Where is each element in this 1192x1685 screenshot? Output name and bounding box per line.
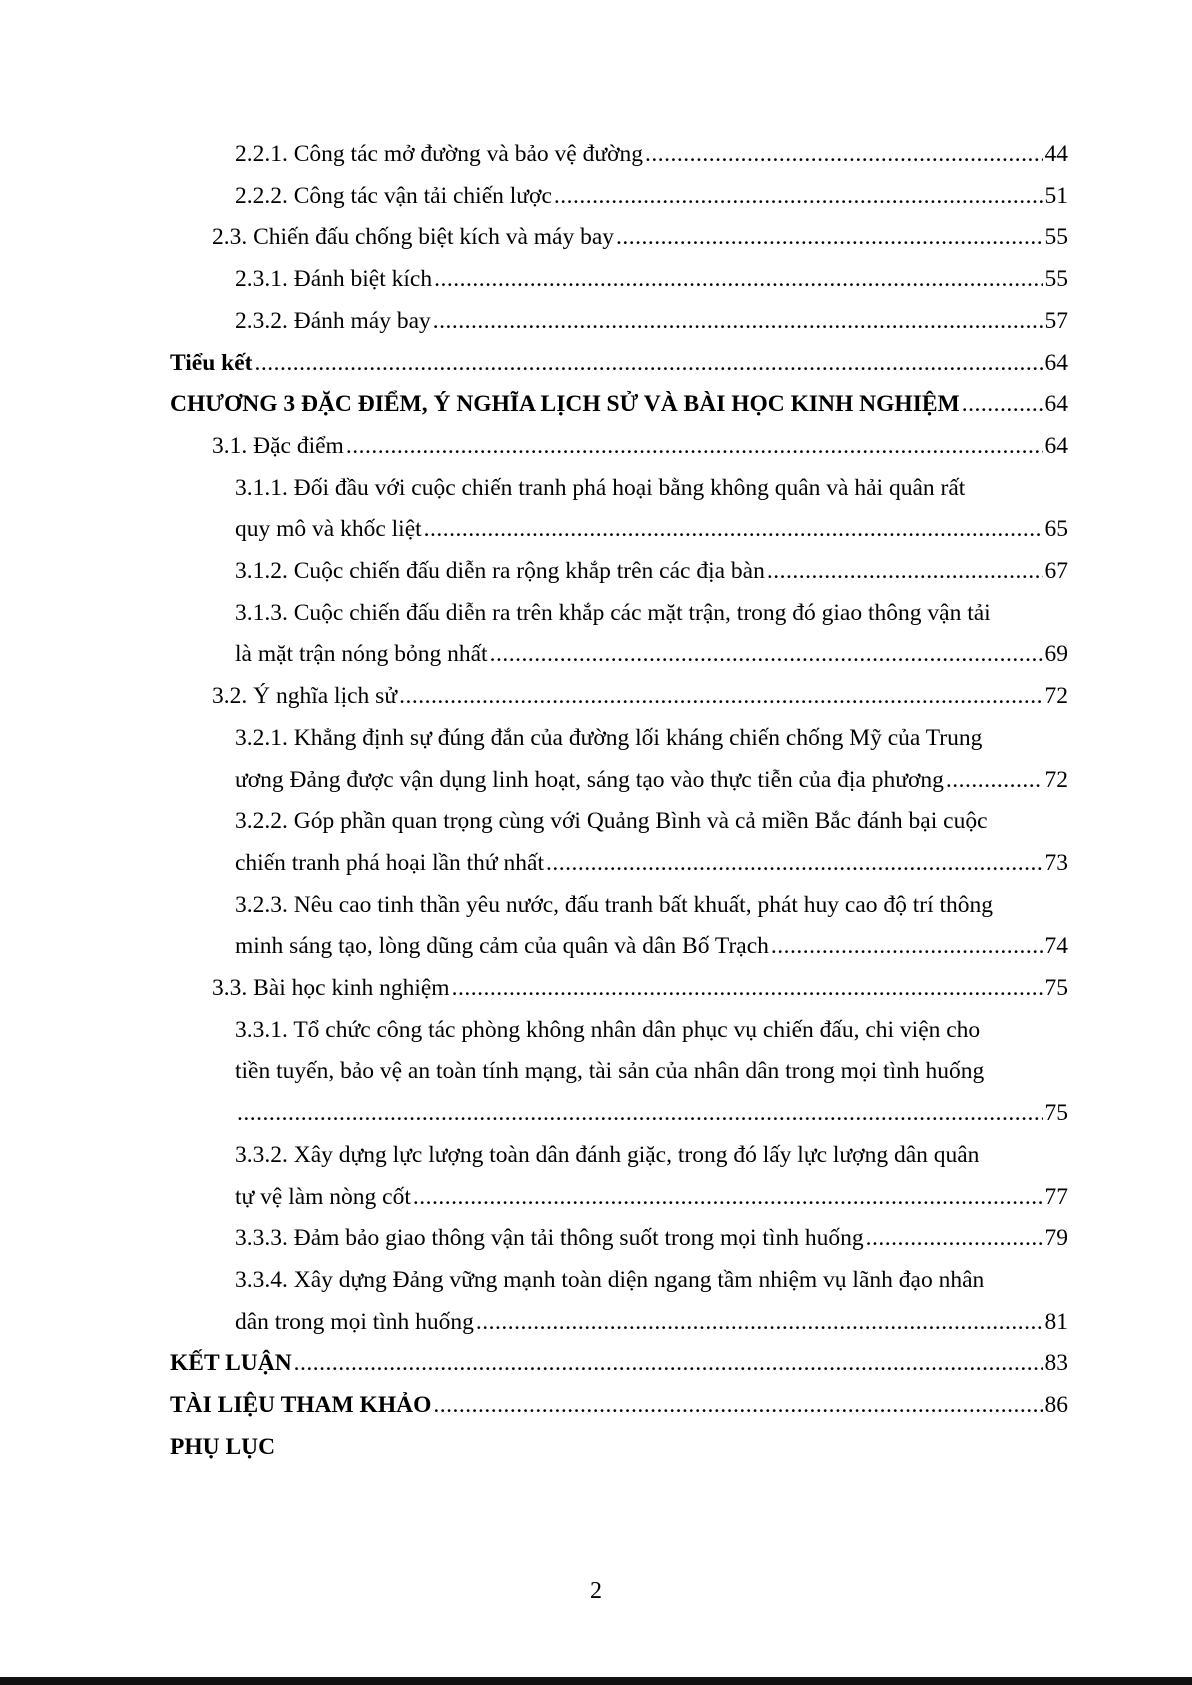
toc-entry[interactable] <box>170 1343 1068 1385</box>
toc-dot-leader <box>476 1302 1043 1344</box>
toc-dot-leader <box>616 217 1042 259</box>
toc-entry[interactable] <box>170 801 1068 884</box>
toc-entry[interactable] <box>170 1135 1068 1218</box>
toc-dot-leader <box>771 926 1043 968</box>
toc-entry-page-number: 74 <box>1044 933 1068 960</box>
toc-entry-line <box>170 384 1068 426</box>
toc-entry-page-number: 64 <box>1044 391 1068 418</box>
toc-entry-title: là mặt trận nóng bỏng nhất <box>235 641 488 668</box>
toc-entry-title: TÀI LIỆU THAM KHẢO <box>170 1392 432 1419</box>
toc-entry-title-line: 3.3.1. Tổ chức công tác phòng không nhân dân phục vụ chiến đấu, chi viện cho <box>235 1016 981 1043</box>
toc-entry[interactable] <box>170 468 1068 551</box>
toc-dot-leader <box>645 134 1042 176</box>
toc-dot-leader <box>554 176 1043 218</box>
toc-entry-page-number: 72 <box>1044 683 1068 710</box>
toc-entry-title: 3.3.3. Đảm bảo giao thông vận tải thông suốt trong mọi tình huống <box>235 1225 864 1252</box>
toc-entry-title-line: 3.3.4. Xây dựng Đảng vững mạnh toàn diện ngang tầm nhiệm vụ lãnh đạo nhân <box>235 1266 985 1293</box>
toc-entry-title: 2.3.1. Đánh biệt kích <box>235 266 433 293</box>
toc-entry-line <box>235 1177 1068 1219</box>
toc-entry-title: quy mô và khốc liệt <box>235 516 422 543</box>
toc-entry-title-line: 3.1.1. Đối đầu với cuộc chiến tranh phá hoại bằng không quân và hải quân rất <box>235 474 966 501</box>
page-number: 2 <box>590 1578 602 1604</box>
toc-entry[interactable] <box>170 718 1068 801</box>
toc-entry[interactable] <box>170 176 1068 218</box>
toc-entry-title: chiến tranh phá hoại lần thứ nhất <box>235 849 544 876</box>
toc-entry-title: ương Đảng được vận dụng linh hoạt, sáng tạo vào thực tiễn của địa phương <box>235 766 944 793</box>
toc-entry-page-number: 55 <box>1044 266 1068 293</box>
toc-entry-line <box>235 760 1068 802</box>
toc-dot-leader <box>490 634 1043 676</box>
toc-entry[interactable] <box>170 1427 1068 1469</box>
toc-entry[interactable] <box>170 885 1068 968</box>
toc-entry-line <box>235 634 1068 676</box>
toc-entry-title: 3.1. Đặc điểm <box>212 432 344 459</box>
toc-entry[interactable] <box>170 1010 1068 1135</box>
toc-entry[interactable] <box>170 1260 1068 1343</box>
toc-entry-line <box>235 1218 1068 1260</box>
toc-dot-leader <box>424 509 1043 551</box>
toc-entry-line <box>235 551 1068 593</box>
toc-dot-leader <box>413 1177 1043 1219</box>
toc-dot-leader <box>546 843 1043 885</box>
toc-entry[interactable] <box>170 593 1068 676</box>
toc-entry-title-line: 3.2.1. Khẳng định sự đúng đắn của đường lối kháng chiến chống Mỹ của Trung <box>235 724 983 751</box>
toc-entry-page-number: 86 <box>1044 1392 1068 1419</box>
toc-entry-line <box>212 968 1068 1010</box>
toc-entry-line <box>235 1302 1068 1344</box>
toc-entry-title-line: 3.1.3. Cuộc chiến đấu diễn ra trên khắp các mặt trận, trong đó giao thông vận tải <box>235 599 991 626</box>
toc-entry-title-line: 3.3.2. Xây dựng lực lượng toàn dân đánh giặc, trong đó lấy lực lượng dân quân <box>235 1141 980 1168</box>
toc-entry-page-number: 83 <box>1044 1350 1068 1377</box>
toc-entry-page-number: 69 <box>1044 641 1068 668</box>
toc-dot-leader <box>866 1218 1043 1260</box>
toc-entry-line <box>170 343 1068 385</box>
toc-entry-line <box>212 426 1068 468</box>
toc-entry-title: dân trong mọi tình huống <box>235 1308 474 1335</box>
bottom-border <box>0 1677 1192 1685</box>
toc-entry-page-number: 64 <box>1044 432 1068 459</box>
toc-entry-title: minh sáng tạo, lòng dũng cảm của quân và dân Bố Trạch <box>235 933 769 960</box>
toc-dot-leader <box>962 384 1043 426</box>
toc-entry-page-number: 72 <box>1044 766 1068 793</box>
toc-dot-leader <box>294 1343 1043 1385</box>
toc-entry-line <box>235 1093 1068 1135</box>
toc-dot-leader <box>433 1385 1042 1427</box>
toc-entry[interactable] <box>170 676 1068 718</box>
toc-entry[interactable] <box>170 134 1068 176</box>
toc-entry-title-line: 3.2.2. Góp phần quan trọng cùng với Quảng Bình và cả miền Bắc đánh bại cuộc <box>235 808 988 835</box>
toc-entry-page-number: 67 <box>1044 558 1068 585</box>
toc-entry[interactable] <box>170 1218 1068 1260</box>
toc-entry-title: 3.1.2. Cuộc chiến đấu diễn ra rộng khắp trên các địa bàn <box>235 558 765 585</box>
toc-dot-leader <box>237 1093 1043 1135</box>
toc-dot-leader <box>452 968 1043 1010</box>
toc-dot-leader <box>399 676 1042 718</box>
toc-entry-line <box>170 1385 1068 1427</box>
toc-entry[interactable] <box>170 343 1068 385</box>
toc-entry-line <box>212 217 1068 259</box>
toc-entry-title: CHƯƠNG 3 ĐẶC ĐIỂM, Ý NGHĨA LỊCH SỬ VÀ BÀI HỌC KINH NGHIỆM <box>170 391 960 418</box>
toc-dot-leader <box>346 426 1043 468</box>
toc-entry-page-number: 64 <box>1044 349 1068 376</box>
toc-entry-page-number: 75 <box>1044 1100 1068 1127</box>
toc-entry-line <box>235 843 1068 885</box>
toc-entry-page-number: 77 <box>1044 1183 1068 1210</box>
toc-entry-page-number: 55 <box>1044 224 1068 251</box>
toc-entry-line <box>235 176 1068 218</box>
toc-entry-page-number: 75 <box>1044 975 1068 1002</box>
toc-entry[interactable] <box>170 259 1068 301</box>
toc-entry-page-number: 73 <box>1044 849 1068 876</box>
toc-entry-line <box>212 676 1068 718</box>
table-of-contents <box>170 134 1068 1469</box>
toc-entry-line <box>235 134 1068 176</box>
toc-entry-title: 2.2.2. Công tác vận tải chiến lược <box>235 182 552 209</box>
toc-entry-title-line: tiền tuyến, bảo vệ an toàn tính mạng, tài sản của nhân dân trong mọi tình huống <box>235 1058 985 1085</box>
toc-entry[interactable] <box>170 968 1068 1010</box>
toc-entry-line <box>235 926 1068 968</box>
toc-entry-line <box>235 509 1068 551</box>
toc-entry-title: 3.2. Ý nghĩa lịch sử <box>212 683 398 710</box>
toc-entry-line <box>170 1343 1068 1385</box>
toc-entry-page-number: 51 <box>1044 182 1068 209</box>
toc-entry[interactable] <box>170 551 1068 593</box>
toc-entry-title: 2.2.1. Công tác mở đường và bảo vệ đường <box>235 141 644 167</box>
toc-entry-title: KẾT LUẬN <box>170 1350 292 1377</box>
toc-entry-title: 2.3.2. Đánh máy bay <box>235 307 431 334</box>
toc-entry[interactable] <box>170 384 1068 426</box>
toc-entry-page-number: 79 <box>1044 1225 1068 1252</box>
toc-entry-page-number: 81 <box>1044 1308 1068 1335</box>
toc-entry-title: 2.3. Chiến đấu chống biệt kích và máy bay <box>212 224 615 251</box>
toc-entry-page-number: 57 <box>1044 307 1068 334</box>
toc-entry[interactable] <box>170 217 1068 259</box>
toc-dot-leader <box>254 343 1042 385</box>
toc-entry-title: PHỤ LỤC <box>170 1433 276 1460</box>
toc-dot-leader <box>433 301 1043 343</box>
toc-entry-title-line: 3.2.3. Nêu cao tinh thần yêu nước, đấu tranh bất khuất, phát huy cao độ trí thông <box>235 891 994 918</box>
toc-entry-title: Tiểu kết <box>170 349 253 376</box>
toc-entry[interactable] <box>170 301 1068 343</box>
toc-entry-page-number: 65 <box>1044 516 1068 543</box>
toc-entry-title: 3.3. Bài học kinh nghiệm <box>212 975 450 1002</box>
toc-entry-page-number: 44 <box>1044 141 1068 167</box>
toc-entry-line <box>170 1427 1068 1469</box>
toc-entry[interactable] <box>170 426 1068 468</box>
toc-entry-line <box>235 301 1068 343</box>
toc-dot-leader <box>434 259 1042 301</box>
toc-dot-leader <box>767 551 1043 593</box>
toc-entry-line <box>235 259 1068 301</box>
toc-entry[interactable] <box>170 1385 1068 1427</box>
toc-entry-title: tự vệ làm nòng cốt <box>235 1183 411 1210</box>
toc-dot-leader <box>946 760 1043 802</box>
